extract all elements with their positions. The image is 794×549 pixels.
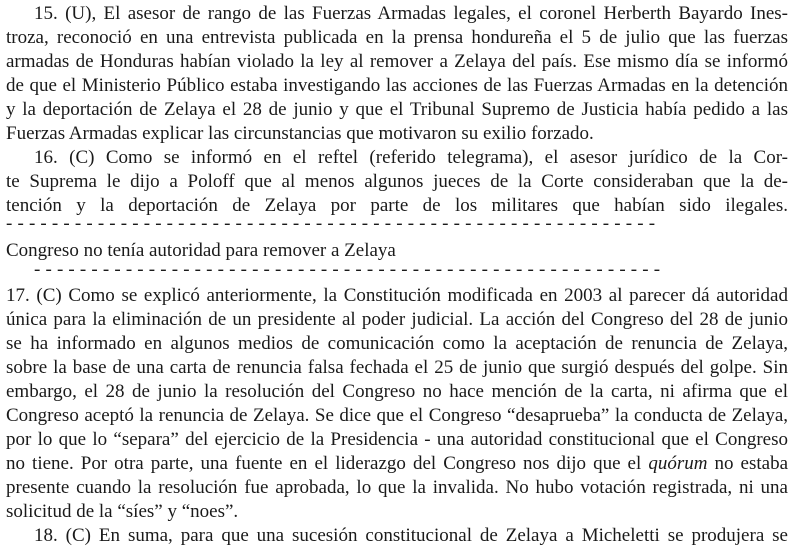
paragraph-17-line-4: sobre la base de una carta de renuncia falsa fechada el 25 de junio que surgió después del golpe. Sin [6,357,788,378]
section-heading: Congreso no tenía autoridad para remover a Zelaya [6,240,396,261]
paragraph-17-line-9: presente cuando la resolución fue aprobada, lo que la invalida. No hubo votación registrada, ni una [6,477,788,498]
paragraph-17-line-7: por lo que lo “separa” del ejercicio de la Presidencia - una autoridad constitucional que el Congreso [6,429,788,450]
paragraph-16-line-2: te Suprema le dijo a Poloff que al menos algunos jueces de la Corte consideraban que la de- [6,171,788,192]
paragraph-17-line-8-start: no tiene. Por otra parte, una fuente en el liderazgo del Congreso nos dijo que el [6,453,642,474]
paragraph-15-line-6: Fuerzas Armadas explicar las circunstancias que motivaron su exilio forzado. [6,123,594,144]
paragraph-17-line-3: se ha informado en algunos medios de comunicación como la aceptación de renuncia de Zelaya, [6,333,788,354]
paragraph-17-line-8-end: no estaba [714,453,789,474]
paragraph-16-line-1: 16. (C) Como se informó en el reftel (referido telegrama), el asesor jurídico de la Cor- [34,147,788,168]
paragraph-15-line-2: troza, reconoció en una entrevista publicada en la prensa hondureña el 5 de julio que las fuerzas [6,27,788,48]
paragraph-15-line-1: 15. (U), El asesor de rango de las Fuerzas Armadas legales, el coronel Herberth Bayardo Ines- [34,3,788,24]
paragraph-17-line-10: solicitud de la “síes” y “noes”. [6,501,239,522]
paragraph-17-line-1: 17. (C) Como se explicó anteriormente, la Constitución modificada en 2003 al parecer dá autoridad [6,285,788,306]
separator-dashes-top: - - - - - - - - - - - - - - - - - - - - - - - - - - - - - - - - - - - - - - - - - - - - - - - - - - - - - - - - - [6,213,656,234]
paragraph-17-line-2: única para la eliminación de un presidente al poder judicial. La acción del Congreso del 28 de junio [6,309,788,330]
paragraph-17-line-8 [6,451,788,477]
paragraph-15-line-4: de que el Ministerio Público estaba investigando las acciones de las Fuerzas Armadas en la detención [6,75,788,96]
paragraph-17-line-5: embargo, el 28 de junio la resolución del Congreso no hace mención de la carta, ni afirma que el [6,381,788,402]
separator-dashes-bottom: - - - - - - - - - - - - - - - - - - - - - - - - - - - - - - - - - - - - - - - - - - - - - - - - - - - - - - - [34,259,661,280]
paragraph-17-line-6: Congreso aceptó la renuncia de Zelaya. Se dice que el Congreso “desaprueba” la conducta de Zelaya, [6,405,788,426]
paragraph-15-line-3: armadas de Honduras habían violado la ley al remover a Zelaya del país. Ese mismo día se informó [6,51,788,72]
paragraph-18-line-1: 18. (C) En suma, para que una sucesión constitucional de Zelaya a Micheletti se produjera se [34,525,788,546]
paragraph-15-line-5: y la deportación de Zelaya el 28 de junio y que el Tribunal Supremo de Justicia había pedido a las [6,99,788,120]
quorum-italic: quórum [648,453,708,474]
paragraph-16-line-3: tención y la deportación de Zelaya por parte de los militares que habían sido ilegales. [6,195,788,216]
